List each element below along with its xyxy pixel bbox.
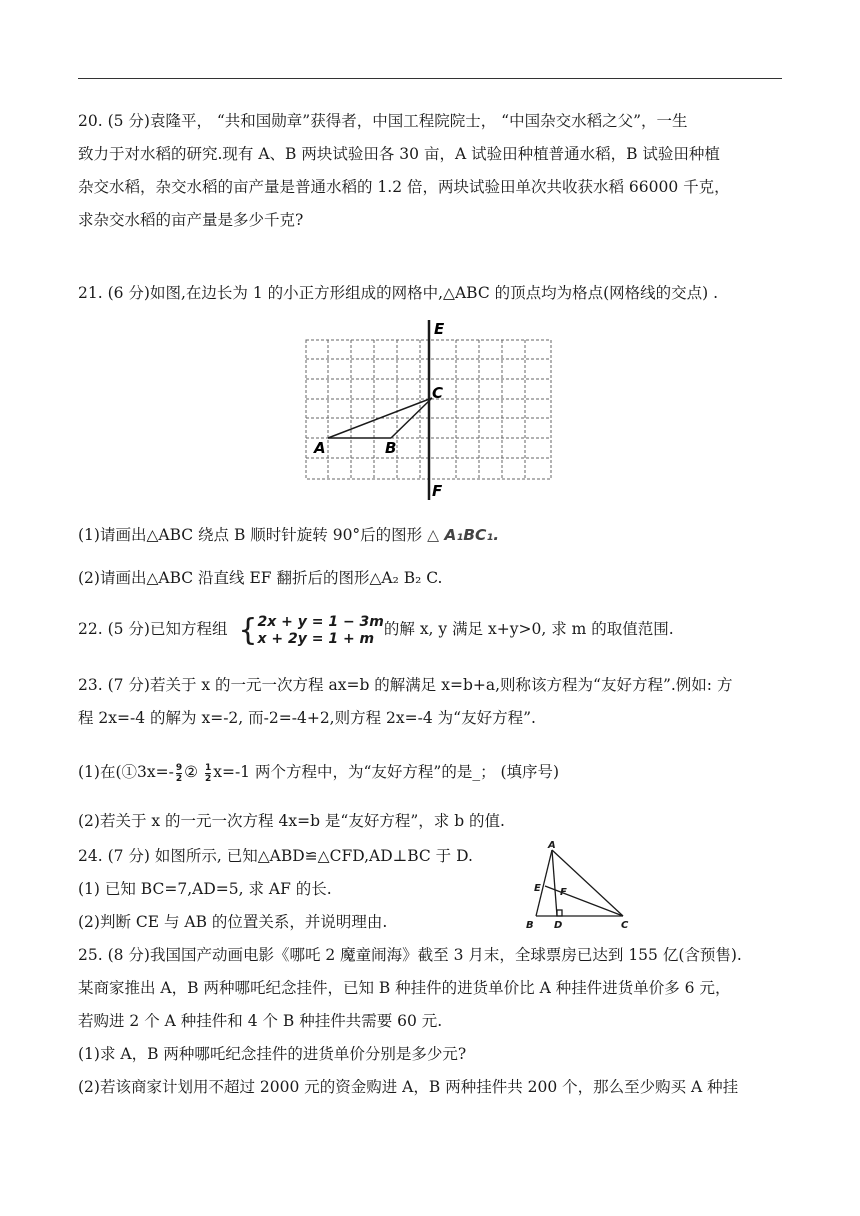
segment-ac: [552, 850, 623, 916]
equation-2: x + 2y = 1 + m: [257, 631, 375, 647]
right-angle-mark: [557, 910, 562, 916]
label-e: E: [534, 883, 541, 894]
fraction-one-half: $\frac{1}{2}$: [204, 762, 212, 784]
q23-part-1-c: x=-1 两个方程中，为“友好方程”的是_； (填序号): [213, 763, 560, 781]
q25-line-4: (1)求 A，B 两种哪吒纪念挂件的进货单价分别是多少元?: [78, 1045, 467, 1063]
q20-line-2: 致力于对水稻的研究.现有 A、B 两块试验田各 30 亩，A 试验田种植普通水稻，B 试验田种植: [78, 145, 720, 163]
fraction-nine-halves: $\frac{9}{2}$: [175, 762, 183, 784]
q25-line-3: 若购进 2 个 A 种挂件和 4 个 B 种挂件共需要 60 元.: [78, 1012, 443, 1030]
q25-line-2: 某商家推出 A，B 两种哪吒纪念挂件，已知 B 种挂件的进货单价比 A 种挂件进货单价多 6 元，: [78, 979, 731, 997]
equation-system: [238, 612, 384, 648]
equation-1: 2x + y = 1 − 3m: [257, 614, 384, 630]
header-rule: [78, 78, 782, 79]
q21-part-2: (2)请画出△ABC 沿直线 EF 翻折后的图形△A₂ B₂ C.: [78, 569, 443, 587]
q21-part-1: [78, 524, 499, 546]
q24-line-2: (1) 已知 BC=7,AD=5, 求 AF 的长.: [78, 880, 332, 898]
q25-line-1: 25. (8 分)我国国产动画电影《哪吒 2 魔童闹海》截至 3 月末，全球票房已达到 155 亿(含预售).: [78, 946, 742, 964]
label-f: F: [560, 887, 567, 898]
label-f: F: [432, 482, 443, 500]
q21-grid-figure: [296, 318, 562, 504]
label-d: D: [554, 920, 563, 931]
q21-part-1-text: (1)请画出△ABC 绕点 B 顺时针旋转 90°后的图形: [78, 526, 428, 544]
label-b: B: [526, 920, 534, 931]
left-brace: {: [238, 613, 258, 648]
label-c: C: [432, 384, 444, 402]
q24-triangle-figure: [520, 838, 635, 934]
q23-part-1-b: ②: [184, 763, 199, 781]
q22-prefix: 22. (5 分)已知方程组: [78, 620, 233, 638]
segment-ad: [552, 850, 557, 916]
q21-line-1: 21. (6 分)如图,在边长为 1 的小正方形组成的网格中,△ABC 的顶点均为格点(网格线的交点) .: [78, 284, 719, 302]
q24-line-3: (2)判断 CE 与 AB 的位置关系，并说明理由.: [78, 913, 388, 931]
label-c: C: [621, 920, 629, 931]
label-e: E: [434, 320, 445, 338]
q20-line-4: 求杂交水稻的亩产量是多少千克?: [78, 211, 304, 229]
q20-line-1: 20. (5 分)袁隆平， “共和国勋章”获得者，中国工程院院士， “中国杂交水稻之父”，一生: [78, 112, 688, 130]
q20-line-3: 杂交水稻，杂交水稻的亩产量是普通水稻的 1.2 倍，两块试验田单次共收获水稻 66000 千克，: [78, 178, 730, 196]
q23-line-2: 程 2x=-4 的解为 x=-2, 而-2=-4+2,则方程 2x=-4 为“友好方程”.: [78, 709, 536, 727]
label-a: A: [314, 439, 326, 457]
q22-line: [78, 611, 674, 648]
label-b: B: [385, 439, 397, 457]
q22-suffix: 的解 x, y 满足 x+y>0, 求 m 的取值范围.: [383, 620, 674, 638]
q24-line-1: 24. (7 分) 如图所示, 已知△ABD≌△CFD,AD⊥BC 于 D.: [78, 847, 473, 865]
label-a: A: [548, 840, 556, 851]
q23-part-1: [78, 758, 559, 786]
q23-part-2: (2)若关于 x 的一元一次方程 4x=b 是“友好方程”，求 b 的值.: [78, 812, 505, 830]
q23-line-1: 23. (7 分)若关于 x 的一元一次方程 ax=b 的解满足 x=b+a,则称该方程为“友好方程”.例如: 方: [78, 676, 733, 694]
q23-part-1-a: (1)在(①3x=-: [78, 763, 174, 781]
q21-part-1-formula: △ A₁BC₁.: [427, 526, 500, 544]
q25-line-5: (2)若该商家计划用不超过 2000 元的资金购进 A，B 两种挂件共 200 个，那么至少购买 A 种挂: [78, 1078, 739, 1096]
